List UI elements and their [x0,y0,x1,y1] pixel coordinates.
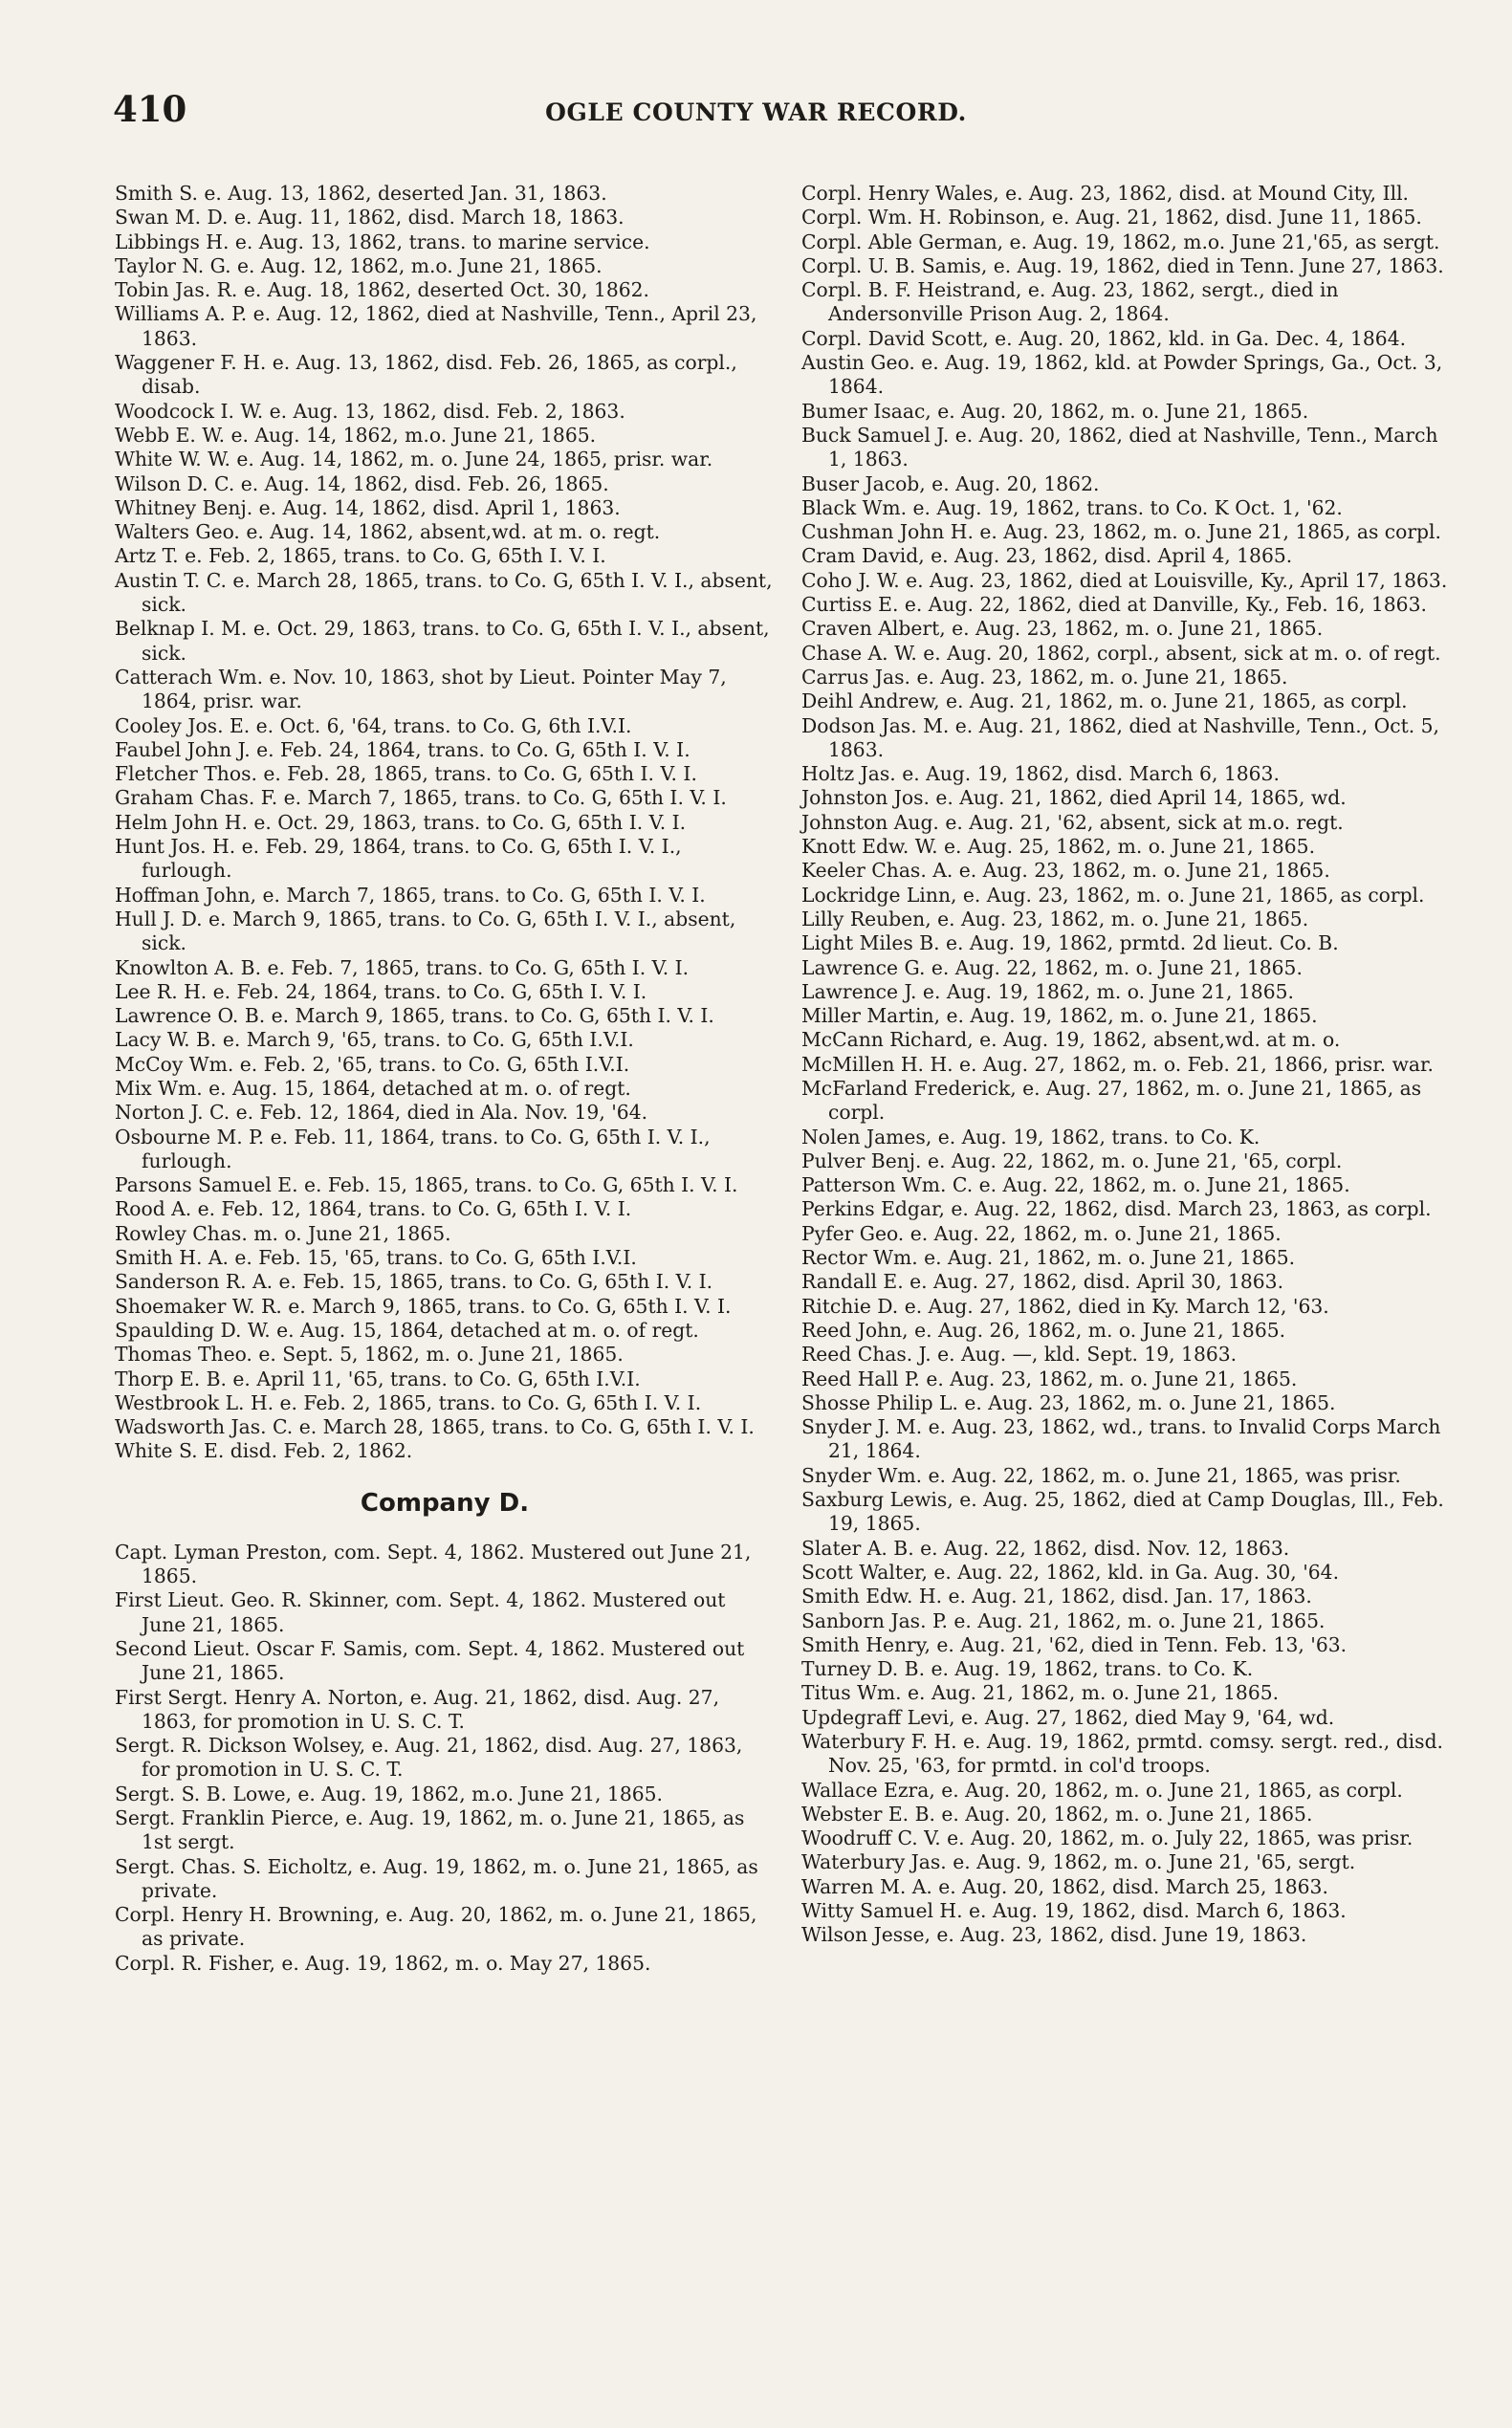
roster-entry: Reed Hall P. e. Aug. 23, 1862, m. o. June 21, 1865. [801,1367,1298,1390]
roster-entry: Deihl Andrew, e. Aug. 21, 1862, m. o. June 21, 1865, as corpl. [801,689,1408,713]
roster-entry: McMillen H. H. e. Aug. 27, 1862, m. o. Feb. 21, 1866, prisr. war. [801,1052,1434,1076]
roster-entry: Waterbury F. H. e. Aug. 19, 1862, prmtd. comsy. sergt. red., disd. Nov. 25, '63, for prmtd. in col'd troops. [801,1730,1444,1778]
roster-entry: Tobin Jas. R. e. Aug. 18, 1862, deserted Oct. 30, 1862. [115,278,649,302]
roster-entry: Webster E. B. e. Aug. 20, 1862, m. o. June 21, 1865. [801,1802,1313,1826]
roster-entry: Whitney Benj. e. Aug. 14, 1862, disd. April 1, 1863. [115,495,621,519]
roster-entry: Smith S. e. Aug. 13, 1862, deserted Jan. 31, 1863. [115,182,607,205]
roster-entry: Swan M. D. e. Aug. 11, 1862, disd. March 18, 1863. [115,206,625,230]
roster-entry: Lee R. H. e. Feb. 24, 1864, trans. to Co. G, 65th I. V. I. [115,979,647,1003]
roster-entry: Ritchie D. e. Aug. 27, 1862, died in Ky. March 12, '63. [801,1294,1329,1318]
roster-entry: Snyder J. M. e. Aug. 23, 1862, wd., trans. to Invalid Corps March 21, 1864. [801,1415,1441,1463]
roster-entry: Williams A. P. e. Aug. 12, 1862, died at Nashville, Tenn., April 23, 1863. [115,302,757,350]
roster-entry: Chase A. W. e. Aug. 20, 1862, corpl., absent, sick at m. o. of regt. [801,641,1441,665]
roster-entry: McCoy Wm. e. Feb. 2, '65, trans. to Co. G, 65th I.V.I. [115,1052,630,1076]
roster-entry: Artz T. e. Feb. 2, 1865, trans. to Co. G, 65th I. V. I. [115,544,606,568]
roster-entry: Wilson D. C. e. Aug. 14, 1862, disd. Feb. 26, 1865. [115,471,609,495]
roster-entry: Holtz Jas. e. Aug. 19, 1862, disd. March 6, 1863. [801,762,1280,786]
roster-entry: Hunt Jos. H. e. Feb. 29, 1864, trans. to Co. G, 65th I. V. I., furlough. [115,835,682,883]
roster-entry: Turney D. B. e. Aug. 19, 1862, trans. to Co. K. [801,1657,1254,1681]
roster-entry: Westbrook L. H. e. Feb. 2, 1865, trans. to Co. G, 65th I. V. I. [115,1390,702,1414]
roster-entry: Lawrence J. e. Aug. 19, 1862, m. o. June 21, 1865. [801,979,1294,1003]
roster-entry: Sergt. S. B. Lowe, e. Aug. 19, 1862, m.o. June 21, 1865. [115,1782,663,1805]
roster-entry: McFarland Frederick, e. Aug. 27, 1862, m. o. June 21, 1865, as corpl. [801,1076,1422,1125]
running-title: OGLE COUNTY WAR RECORD. [545,98,967,126]
section-heading: Company D. [360,1488,530,1518]
roster-entry: Rood A. e. Feb. 12, 1864, trans. to Co. G, 65th I. V. I. [115,1197,632,1221]
roster-entry: Wilson Jesse, e. Aug. 23, 1862, disd. June 19, 1863. [801,1923,1307,1947]
roster-entry: Walters Geo. e. Aug. 14, 1862, absent,wd. at m. o. regt. [115,520,661,544]
roster-entry: Faubel John J. e. Feb. 24, 1864, trans. to Co. G, 65th I. V. I. [115,737,690,761]
roster-entry: Cooley Jos. E. e. Oct. 6, '64, trans. to Co. G, 6th I.V.I. [115,713,632,737]
roster-entry: Saxburg Lewis, e. Aug. 25, 1862, died at Camp Douglas, Ill., Feb. 19, 1865. [801,1488,1444,1536]
roster-entry: Corpl. Henry H. Browning, e. Aug. 20, 1862, m. o. June 21, 1865, as private. [115,1903,757,1951]
roster-entry: Randall E. e. Aug. 27, 1862, disd. April 30, 1863. [801,1270,1284,1294]
roster-entry: Johnston Aug. e. Aug. 21, '62, absent, sick at m.o. regt. [801,810,1344,834]
roster-entry: Thomas Theo. e. Sept. 5, 1862, m. o. June 21, 1865. [115,1343,624,1367]
roster-entry: Hoffman John, e. March 7, 1865, trans. to Co. G, 65th I. V. I. [115,883,706,907]
roster-entry: Johnston Jos. e. Aug. 21, 1862, died April 14, 1865, wd. [801,786,1347,810]
roster-entry: Updegraff Levi, e. Aug. 27, 1862, died May 9, '64, wd. [801,1705,1335,1729]
roster-entry: Lacy W. B. e. March 9, '65, trans. to Co. G, 65th I.V.I. [115,1028,634,1052]
roster-entry: Sanderson R. A. e. Feb. 15, 1865, trans. to Co. G, 65th I. V. I. [115,1270,713,1294]
roster-entry: Snyder Wm. e. Aug. 22, 1862, m. o. June 21, 1865, was prisr. [801,1463,1401,1487]
left-column [115,182,775,1976]
roster-entry: Coho J. W. e. Aug. 23, 1862, died at Louisville, Ky., April 17, 1863. [801,568,1448,592]
roster-entry: Shosse Philip L. e. Aug. 23, 1862, m. o. June 21, 1865. [801,1390,1336,1414]
roster-entry: Perkins Edgar, e. Aug. 22, 1862, disd. March 23, 1863, as corpl. [801,1197,1432,1221]
roster-entry: Libbings H. e. Aug. 13, 1862, trans. to marine service. [115,230,650,253]
roster-entry: Corpl. Wm. H. Robinson, e. Aug. 21, 1862, disd. June 11, 1865. [801,206,1422,230]
roster-entry: Smith Henry, e. Aug. 21, '62, died in Tenn. Feb. 13, '63. [801,1632,1348,1656]
roster-entry: Witty Samuel H. e. Aug. 19, 1862, disd. March 6, 1863. [801,1899,1347,1923]
roster-entry: Reed Chas. J. e. Aug. —, kld. Sept. 19, 1863. [801,1343,1238,1367]
roster-list-upper [115,182,775,1464]
roster-entry: Dodson Jas. M. e. Aug. 21, 1862, died at Nashville, Tenn., Oct. 5, 1863. [801,713,1439,761]
roster-entry: Parsons Samuel E. e. Feb. 15, 1865, trans. to Co. G, 65th I. V. I. [115,1173,738,1197]
roster-entry: Sergt. Chas. S. Eicholtz, e. Aug. 19, 1862, m. o. June 21, 1865, as private. [115,1854,758,1902]
roster-entry: McCann Richard, e. Aug. 19, 1862, absent,wd. at m. o. [801,1028,1341,1052]
roster-entry: Thorp E. B. e. April 11, '65, trans. to Co. G, 65th I.V.I. [115,1367,641,1390]
roster-entry: Pyfer Geo. e. Aug. 22, 1862, m. o. June 21, 1865. [801,1221,1282,1245]
roster-entry: Spaulding D. W. e. Aug. 15, 1864, detached at m. o. of regt. [115,1318,699,1342]
roster-entry: Smith H. A. e. Feb. 15, '65, trans. to Co. G, 65th I.V.I. [115,1246,637,1270]
roster-entry: Cushman John H. e. Aug. 23, 1862, m. o. June 21, 1865, as corpl. [801,520,1441,544]
roster-entry: Webb E. W. e. Aug. 14, 1862, m.o. June 21, 1865. [115,423,597,447]
roster-entry: Sergt. R. Dickson Wolsey, e. Aug. 21, 1862, disd. Aug. 27, 1863, for promotion in U. S. C. T. [115,1734,743,1782]
roster-entry: Corpl. R. Fisher, e. Aug. 19, 1862, m. o. May 27, 1865. [115,1951,651,1975]
roster-entry: First Lieut. Geo. R. Skinner, com. Sept. 4, 1862. Mustered out June 21, 1865. [115,1588,726,1636]
roster-entry: Sanborn Jas. P. e. Aug. 21, 1862, m. o. June 21, 1865. [801,1608,1326,1632]
roster-entry: Rowley Chas. m. o. June 21, 1865. [115,1221,451,1245]
roster-entry: Austin Geo. e. Aug. 19, 1862, kld. at Powder Springs, Ga., Oct. 3, 1864. [801,351,1443,399]
roster-entry: Smith Edw. H. e. Aug. 21, 1862, disd. Jan. 17, 1863. [801,1585,1312,1608]
roster-entry: Corpl. David Scott, e. Aug. 20, 1862, kld. in Ga. Dec. 4, 1864. [801,326,1407,350]
roster-entry: Corpl. Able German, e. Aug. 19, 1862, m.o. June 21,'65, as sergt. [801,230,1440,253]
roster-entry: Graham Chas. F. e. March 7, 1865, trans. to Co. G, 65th I. V. I. [115,786,727,810]
roster-entry: Belknap I. M. e. Oct. 29, 1863, trans. to Co. G, 65th I. V. I., absent, sick. [115,617,770,665]
roster-entry: Catterach Wm. e. Nov. 10, 1863, shot by Lieut. Pointer May 7, 1864, prisr. war. [115,665,727,713]
roster-list-right [801,182,1452,1948]
roster-entry: Fletcher Thos. e. Feb. 28, 1865, trans. to Co. G, 65th I. V. I. [115,762,697,786]
roster-entry: Corpl. B. F. Heistrand, e. Aug. 23, 1862, sergt., died in Andersonville Prison Aug. 2, 1864. [801,278,1339,326]
roster-entry: Pulver Benj. e. Aug. 22, 1862, m. o. June 21, '65, corpl. [801,1148,1343,1172]
roster-entry: Cram David, e. Aug. 23, 1862, disd. April 4, 1865. [801,544,1293,568]
roster-entry: Second Lieut. Oscar F. Samis, com. Sept. 4, 1862. Mustered out June 21, 1865. [115,1636,745,1685]
page-number: 410 [113,88,187,130]
roster-entry: Shoemaker W. R. e. March 9, 1865, trans. to Co. G, 65th I. V. I. [115,1294,732,1318]
roster-entry: White W. W. e. Aug. 14, 1862, m. o. June 24, 1865, prisr. war. [115,448,713,471]
roster-entry: Scott Walter, e. Aug. 22, 1862, kld. in Ga. Aug. 30, '64. [801,1560,1340,1584]
roster-entry: Patterson Wm. C. e. Aug. 22, 1862, m. o. June 21, 1865. [801,1173,1350,1197]
roster-entry: Waggener F. H. e. Aug. 13, 1862, disd. Feb. 26, 1865, as corpl., disab. [115,351,737,399]
roster-entry: Wadsworth Jas. C. e. March 28, 1865, trans. to Co. G, 65th I. V. I. [115,1415,755,1439]
roster-entry: Light Miles B. e. Aug. 19, 1862, prmtd. 2d lieut. Co. B. [801,931,1339,955]
roster-entry: Knott Edw. W. e. Aug. 25, 1862, m. o. June 21, 1865. [801,835,1316,859]
roster-entry: Corpl. Henry Wales, e. Aug. 23, 1862, disd. at Mound City, Ill. [801,182,1410,205]
roster-entry: Keeler Chas. A. e. Aug. 23, 1862, m. o. June 21, 1865. [801,859,1330,883]
roster-entry: Mix Wm. e. Aug. 15, 1864, detached at m. o. of regt. [115,1076,631,1100]
roster-entry: Slater A. B. e. Aug. 22, 1862, disd. Nov. 12, 1863. [801,1536,1290,1560]
roster-entry: Austin T. C. e. March 28, 1865, trans. to Co. G, 65th I. V. I., absent, sick. [115,568,773,617]
roster-entry: Capt. Lyman Preston, com. Sept. 4, 1862. Mustered out June 21, 1865. [115,1540,752,1588]
roster-entry: Titus Wm. e. Aug. 21, 1862, m. o. June 21, 1865. [801,1681,1280,1705]
roster-entry: Woodruff C. V. e. Aug. 20, 1862, m. o. July 22, 1865, was prisr. [801,1826,1413,1850]
roster-entry: Curtiss E. e. Aug. 22, 1862, died at Danville, Ky., Feb. 16, 1863. [801,593,1427,617]
roster-entry: Helm John H. e. Oct. 29, 1863, trans. to Co. G, 65th I. V. I. [115,810,687,834]
roster-entry: Wallace Ezra, e. Aug. 20, 1862, m. o. June 21, 1865, as corpl. [801,1778,1403,1802]
roster-entry: Nolen James, e. Aug. 19, 1862, trans. to Co. K. [801,1125,1260,1148]
roster-entry: Miller Martin, e. Aug. 19, 1862, m. o. June 21, 1865. [801,1004,1318,1028]
roster-entry: Corpl. U. B. Samis, e. Aug. 19, 1862, died in Tenn. June 27, 1863. [801,253,1444,277]
roster-list-lower [115,1541,775,1976]
roster-entry: Norton J. C. e. Feb. 12, 1864, died in Ala. Nov. 19, '64. [115,1101,648,1125]
roster-entry: White S. E. disd. Feb. 2, 1862. [115,1439,413,1463]
roster-entry: First Sergt. Henry A. Norton, e. Aug. 21, 1862, disd. Aug. 27, 1863, for promotion in U. S. C. T. [115,1685,720,1733]
roster-entry: Reed John, e. Aug. 26, 1862, m. o. June 21, 1865. [801,1318,1286,1342]
right-column [801,182,1452,1948]
roster-entry: Lockridge Linn, e. Aug. 23, 1862, m. o. June 21, 1865, as corpl. [801,883,1425,907]
roster-entry: Waterbury Jas. e. Aug. 9, 1862, m. o. June 21, '65, sergt. [801,1850,1356,1874]
roster-entry: Rector Wm. e. Aug. 21, 1862, m. o. June 21, 1865. [801,1246,1296,1270]
roster-entry: Osbourne M. P. e. Feb. 11, 1864, trans. to Co. G, 65th I. V. I., furlough. [115,1125,711,1172]
roster-entry: Craven Albert, e. Aug. 23, 1862, m. o. June 21, 1865. [801,617,1324,641]
roster-entry: Hull J. D. e. March 9, 1865, trans. to Co. G, 65th I. V. I., absent, sick. [115,907,736,955]
roster-entry: Buck Samuel J. e. Aug. 20, 1862, died at Nashville, Tenn., March 1, 1863. [801,423,1438,471]
roster-entry: Knowlton A. B. e. Feb. 7, 1865, trans. to Co. G, 65th I. V. I. [115,955,690,979]
roster-entry: Woodcock I. W. e. Aug. 13, 1862, disd. Feb. 2, 1863. [115,399,625,423]
roster-entry: Lawrence O. B. e. March 9, 1865, trans. to Co. G, 65th I. V. I. [115,1004,714,1028]
roster-entry: Buser Jacob, e. Aug. 20, 1862. [801,471,1100,495]
roster-entry: Sergt. Franklin Pierce, e. Aug. 19, 1862, m. o. June 21, 1865, as 1st sergt. [115,1806,745,1854]
roster-entry: Bumer Isaac, e. Aug. 20, 1862, m. o. June 21, 1865. [801,399,1309,423]
roster-entry: Warren M. A. e. Aug. 20, 1862, disd. March 25, 1863. [801,1874,1328,1898]
roster-entry: Carrus Jas. e. Aug. 23, 1862, m. o. June 21, 1865. [801,665,1288,689]
roster-entry: Lawrence G. e. Aug. 22, 1862, m. o. June 21, 1865. [801,955,1303,979]
roster-entry: Black Wm. e. Aug. 19, 1862, trans. to Co. K Oct. 1, '62. [801,495,1343,519]
roster-entry: Taylor N. G. e. Aug. 12, 1862, m.o. June 21, 1865. [115,253,603,277]
roster-entry: Lilly Reuben, e. Aug. 23, 1862, m. o. June 21, 1865. [801,907,1309,930]
